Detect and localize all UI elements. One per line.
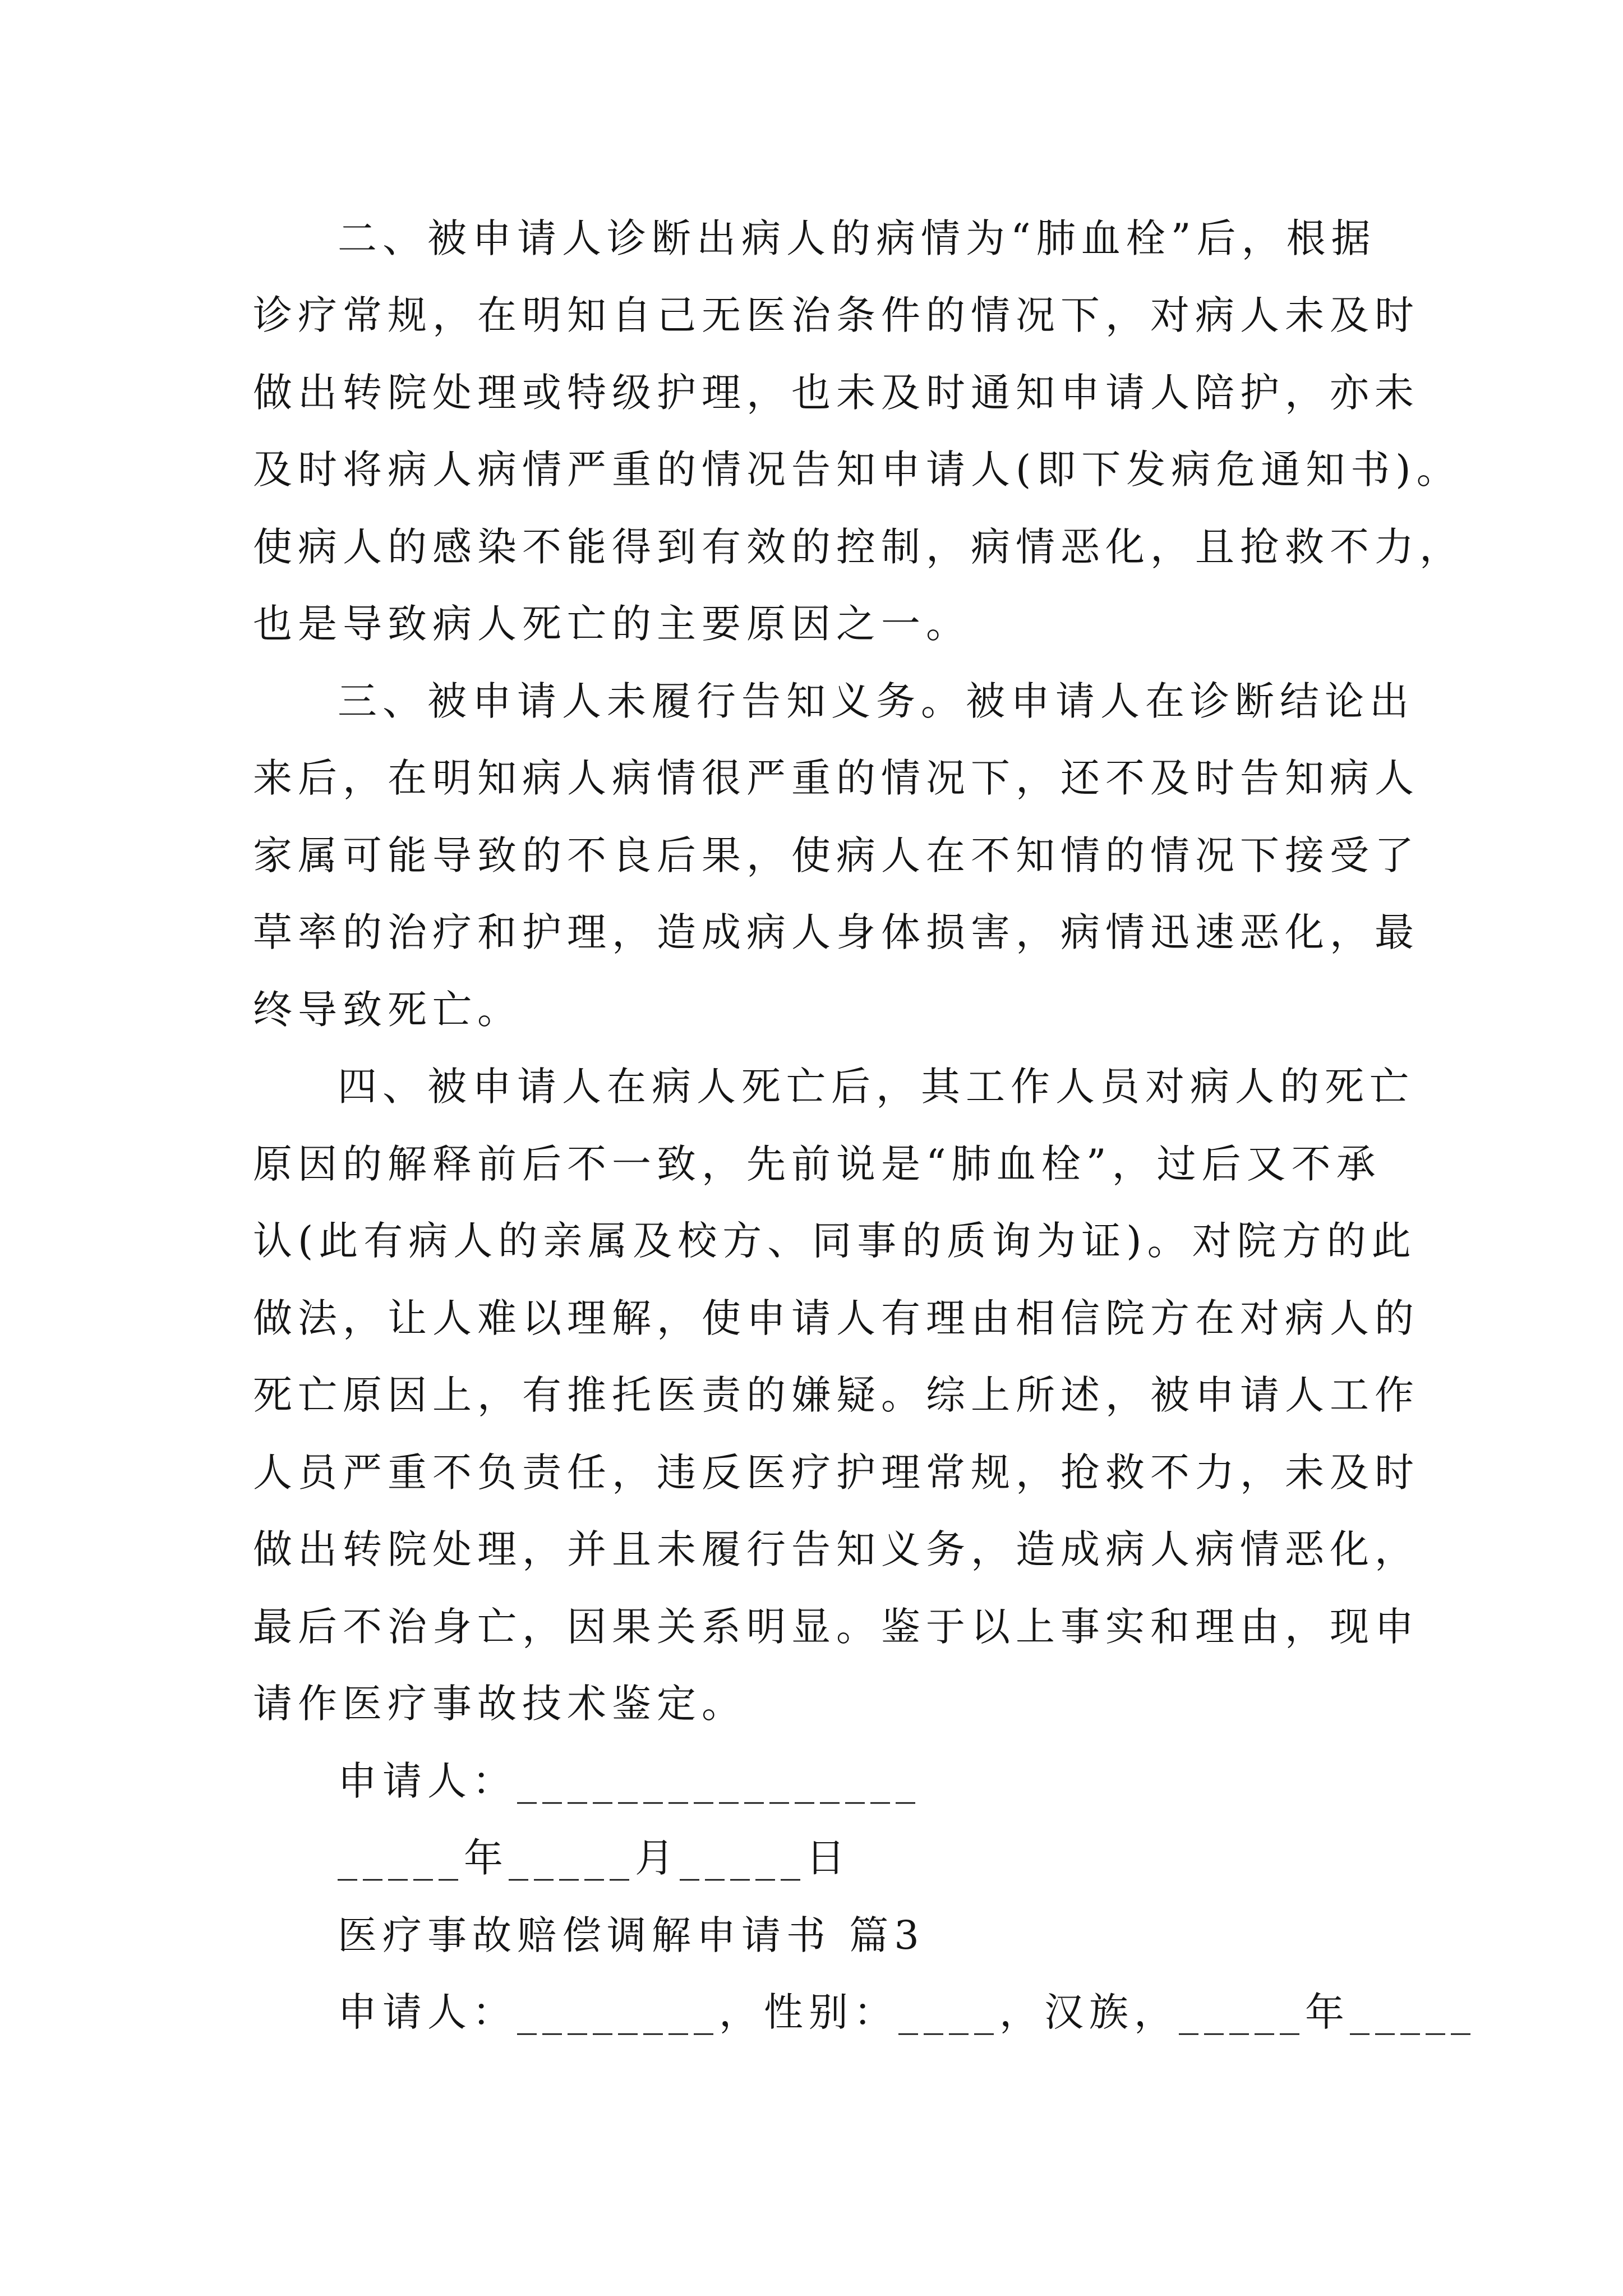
paragraph-2-line-2: 诊疗常规，在明知自己无医治条件的情况下，对病人未及时 — [253, 292, 1419, 338]
paragraph-3-line-5: 终导致死亡。 — [253, 987, 522, 1033]
paragraph-4-line-2: 原因的解释前后不一致，先前说是“肺血栓”，过后又不承 — [253, 1141, 1381, 1187]
paragraph-4-line-3: 认(此有病人的亲属及校方、同事的质询为证)。对院方的此 — [253, 1218, 1417, 1264]
paragraph-4-line-5: 死亡原因上，有推托医责的嫌疑。综上所述，被申请人工作 — [253, 1372, 1419, 1418]
section-title: 医疗事故赔偿调解申请书 篇3 — [338, 1912, 925, 1958]
paragraph-4-line-8: 最后不治身亡，因果关系明显。鉴于以上事实和理由，现申 — [253, 1604, 1419, 1650]
paragraph-2-line-4: 及时将病人病情严重的情况告知申请人(即下发病危通知书)。 — [253, 447, 1461, 493]
paragraph-2-line-1: 二、被申请人诊断出病人的病情为“肺血栓”后，根据 — [338, 215, 1376, 261]
paragraph-3-line-3: 家属可能导致的不良后果，使病人在不知情的情况下接受了 — [253, 832, 1419, 878]
paragraph-2-line-3: 做出转院处理或特级护理，也未及时通知申请人陪护，亦未 — [253, 370, 1419, 416]
paragraph-2-line-5: 使病人的感染不能得到有效的控制，病情恶化，且抢救不力， — [253, 524, 1464, 570]
next-section-applicant-line: 申请人：________，性别：____，汉族，_____年_____ — [338, 1989, 1476, 2035]
paragraph-3-line-2: 来后，在明知病人病情很严重的情况下，还不及时告知病人 — [253, 755, 1419, 801]
signature-applicant-line: 申请人：________________ — [338, 1758, 921, 1804]
paragraph-4-line-9: 请作医疗事故技术鉴定。 — [253, 1681, 746, 1727]
paragraph-3-line-1: 三、被申请人未履行告知义务。被申请人在诊断结论出 — [338, 678, 1414, 724]
signature-date-line: _____年_____月_____日 — [338, 1835, 851, 1881]
paragraph-4-line-6: 人员严重不负责任，违反医疗护理常规，抢救不力，未及时 — [253, 1450, 1419, 1496]
paragraph-2-line-6: 也是导致病人死亡的主要原因之一。 — [253, 601, 971, 647]
paragraph-4-line-1: 四、被申请人在病人死亡后，其工作人员对病人的死亡 — [338, 1064, 1414, 1110]
paragraph-4-line-7: 做出转院处理，并且未履行告知义务，造成病人病情恶化， — [253, 1526, 1419, 1572]
paragraph-3-line-4: 草率的治疗和护理，造成病人身体损害，病情迅速恶化，最 — [253, 909, 1419, 955]
paragraph-4-line-4: 做法，让人难以理解，使申请人有理由相信院方在对病人的 — [253, 1295, 1419, 1341]
